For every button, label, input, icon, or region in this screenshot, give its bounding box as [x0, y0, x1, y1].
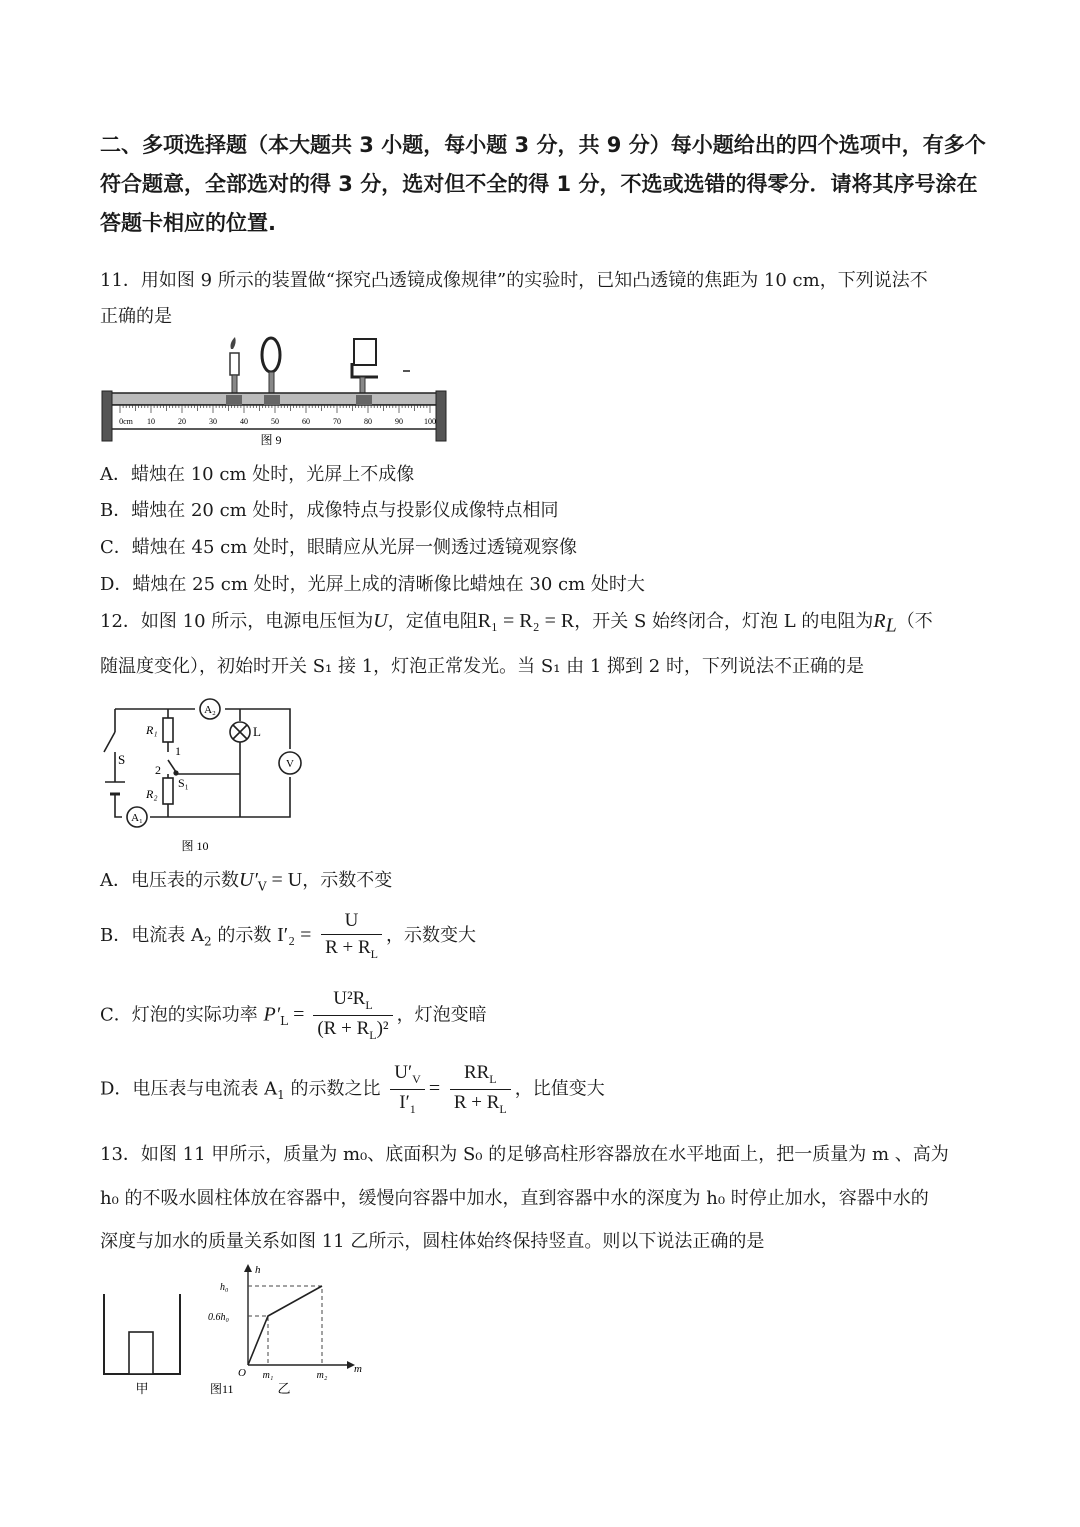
candle-icon — [230, 337, 239, 397]
denominator-text: R + R — [325, 937, 371, 958]
ruler-tick-label: 80 — [364, 417, 372, 426]
r1-label: R₁ — [146, 723, 158, 737]
figure-10-circuit — [100, 694, 305, 859]
fraction-denominator — [390, 1090, 425, 1117]
numerator-subscript: V — [412, 1071, 421, 1086]
depth-mass-graph — [244, 1264, 355, 1369]
q12-option-c-tail: ，灯泡变暗 — [396, 1004, 487, 1026]
switch-s1-label: S₁ — [178, 776, 189, 790]
fraction-numerator: U — [321, 910, 382, 935]
q12-stem-text-b: ，定值电阻 — [387, 611, 478, 632]
label-jia: 甲 — [135, 1381, 149, 1396]
fraction-numerator — [450, 1062, 511, 1090]
origin-label: O — [238, 1367, 246, 1379]
figure-10-caption: 图 10 — [181, 839, 209, 853]
q12-option-c-fraction — [313, 988, 392, 1043]
ruler-tick-label: 60 — [302, 417, 310, 426]
q12-option-c-lhs-subscript: L — [280, 1013, 289, 1028]
tick-h0: h₀ — [220, 1282, 229, 1293]
tick-0-6h0: 0.6h₀ — [208, 1312, 229, 1323]
numerator-subscript: L — [489, 1071, 497, 1086]
q12-option-a-text: A．电压表的示数 — [100, 870, 239, 891]
numerator-subscript: L — [365, 997, 373, 1012]
axis-h-label: h — [255, 1264, 261, 1276]
q12-stem-line2: 随温度变化），初始时开关 S₁ 接 1，灯泡正常发光。当 S₁ 由 1 掷到 2 时，下列说法不正确的是 — [100, 656, 864, 677]
figure-9-caption: 图 9 — [260, 433, 282, 447]
q12-option-d-text: D．电压表与电流表 A — [100, 1078, 278, 1100]
q12-option-a-equation: = U — [266, 869, 303, 891]
fraction-numerator — [390, 1062, 425, 1090]
screen-icon — [352, 339, 378, 397]
numerator-text: U²R — [333, 988, 366, 1009]
svg-text:A₂: A₂ — [204, 704, 216, 716]
numerator-text: RR — [463, 1062, 490, 1083]
denominator-subscript: L — [369, 1027, 377, 1042]
fraction-numerator — [313, 988, 392, 1016]
denominator-tail: )² — [376, 1017, 389, 1039]
q12-option-c-lhs: P′ — [263, 1003, 281, 1026]
switch-s-label: S — [118, 752, 126, 767]
q11-option-b: B．蜡烛在 20 cm 处时，成像特点与投影仪成像特点相同 — [100, 500, 559, 521]
denominator-subscript: L — [499, 1101, 507, 1116]
q12-option-d: D．电压表与电流表 $A_1$ 的示数之比 $\frac{U'_V}{I'_1}$ = $\frac{RR_L}{R + R_L}$ ，比值变大 — [100, 1062, 605, 1116]
denominator-subscript: L — [370, 946, 378, 961]
q12-stem-text-a: 12．如图 10 所示，电源电压恒为 — [100, 611, 374, 632]
ruler-tick-label: 100 — [424, 417, 436, 426]
q12-option-b-mid: 的示数 — [211, 924, 272, 946]
q12-rl-subscript: L — [885, 614, 897, 637]
section-heading: 二、多项选择题（本大题共 3 小题，每小题 3 分，共 9 分）每小题给出的四个选项中，有多个符合题意，全部选对的得 3 分，选对但不全的得 1 分，不选或选错的得零分．请将其序号涂在答题卡相应的位置. — [100, 133, 986, 235]
axis-m-label: m — [354, 1363, 362, 1375]
q13-line3: 深度与加水的质量关系如图 11 乙所示，圆柱体始终保持竖直。则以下说法正确的是 — [100, 1231, 765, 1252]
figure-9-optical-bench — [98, 335, 453, 450]
q12-option-a-tail: ，示数不变 — [302, 870, 393, 891]
denominator-text: (R + R — [317, 1017, 370, 1039]
svg-text:V: V — [286, 758, 294, 770]
q12-voltage-symbol: U — [373, 610, 388, 632]
q12-option-b-tail: ，示数变大 — [386, 924, 476, 946]
q12-option-d-subscript: 1 — [277, 1087, 285, 1102]
ruler-tick-label: 10 — [147, 417, 155, 426]
q12-option-a-subscript: V — [257, 879, 267, 894]
q12-option-b — [100, 910, 476, 962]
fraction-denominator — [450, 1090, 511, 1117]
q12-option-d-left-fraction — [390, 1062, 425, 1117]
container-diagram — [104, 1294, 180, 1374]
convex-lens-icon — [262, 338, 280, 397]
q12-option-c: C．灯泡的实际功率 $P'_L$ = $\frac{U^2R_L}{(R + R_L)^2}$ ，灯泡变暗 — [100, 988, 487, 1042]
q11-option-d: D．蜡烛在 25 cm 处时，光屏上成的清晰像比蜡烛在 30 cm 处时大 — [100, 574, 645, 595]
ruler-tick-label: 40 — [240, 417, 248, 426]
q11-option-c: C．蜡烛在 45 cm 处时，眼睛应从光屏一侧透过透镜观察像 — [100, 537, 577, 558]
ruler-tick-label: 30 — [209, 417, 217, 426]
q12-option-d-tail: ，比值变大 — [514, 1078, 605, 1100]
svg-text:A₁: A₁ — [131, 812, 143, 824]
q13-line1: 13．如图 11 甲所示，质量为 m₀、底面积为 S₀ 的足够高柱形容器放在水平地面上，把一质量为 m 、高为 — [100, 1144, 949, 1165]
tick-m2: m₂ — [316, 1370, 328, 1381]
q12-option-b-lhs: I′₂ = — [277, 923, 312, 946]
q12-resistor-equation: R₁ = R₂ = R — [477, 610, 575, 632]
voltmeter-icon — [279, 752, 301, 774]
figure-11 — [98, 1262, 368, 1402]
ruler-tick-label: 70 — [333, 417, 341, 426]
ruler-tick-label: 20 — [178, 417, 186, 426]
q12-option-d-mid: 的示数之比 — [284, 1078, 381, 1100]
figure-11-caption: 图11 — [210, 1382, 234, 1396]
q12-option-a — [100, 866, 392, 894]
q12-option-b-text: B．电流表 A — [100, 924, 204, 946]
r2-label: R₂ — [146, 787, 158, 801]
numerator-text: U′ — [394, 1062, 413, 1083]
label-yi: 乙 — [277, 1381, 291, 1396]
depth-curve — [248, 1286, 322, 1365]
contact-2-label: 2 — [155, 763, 161, 777]
fraction-denominator — [321, 935, 382, 962]
q12-option-d-right-fraction — [450, 1062, 511, 1117]
lamp-label: L — [253, 724, 261, 739]
q12-option-a-symbol: U′ — [239, 869, 258, 891]
q11-option-a: A．蜡烛在 10 cm 处时，光屏上不成像 — [100, 464, 415, 485]
q12-stem-text-d: （不 — [896, 611, 933, 632]
ruler-tick-label: 90 — [395, 417, 403, 426]
q12-option-b-subscript: 2 — [203, 934, 212, 949]
contact-1-label: 1 — [175, 744, 181, 758]
q11-stem-line2: 正确的是 — [100, 306, 172, 327]
ammeter-a2-icon — [200, 699, 220, 719]
ruler-tick-label: 0cm — [119, 417, 133, 426]
q12-stem-line1 — [100, 607, 933, 638]
q12-option-b-fraction — [321, 910, 382, 962]
denominator-text: R + R — [453, 1091, 500, 1113]
fraction-denominator — [313, 1016, 392, 1043]
denominator-text: I′ — [399, 1091, 410, 1113]
ruler-tick-label: 50 — [271, 417, 279, 426]
q13-line2: h₀ 的不吸水圆柱体放在容器中，缓慢向容器中加水，直到容器中水的深度为 h₀ 时停止加水，容器中水的 — [100, 1188, 929, 1209]
tick-m1: m₁ — [262, 1370, 274, 1381]
q12-option-c-text: C．灯泡的实际功率 — [100, 1004, 258, 1026]
denominator-subscript: 1 — [409, 1101, 416, 1116]
q12-stem-text-c: ，开关 S 始终闭合，灯泡 L 的电阻为 — [574, 611, 874, 632]
q12-rl-symbol: R — [873, 610, 886, 632]
ammeter-a1-icon — [127, 807, 147, 827]
q11-stem-line1: 11．用如图 9 所示的装置做“探究凸透镜成像规律”的实验时，已知凸透镜的焦距为 10 cm，下列说法不 — [100, 270, 928, 291]
